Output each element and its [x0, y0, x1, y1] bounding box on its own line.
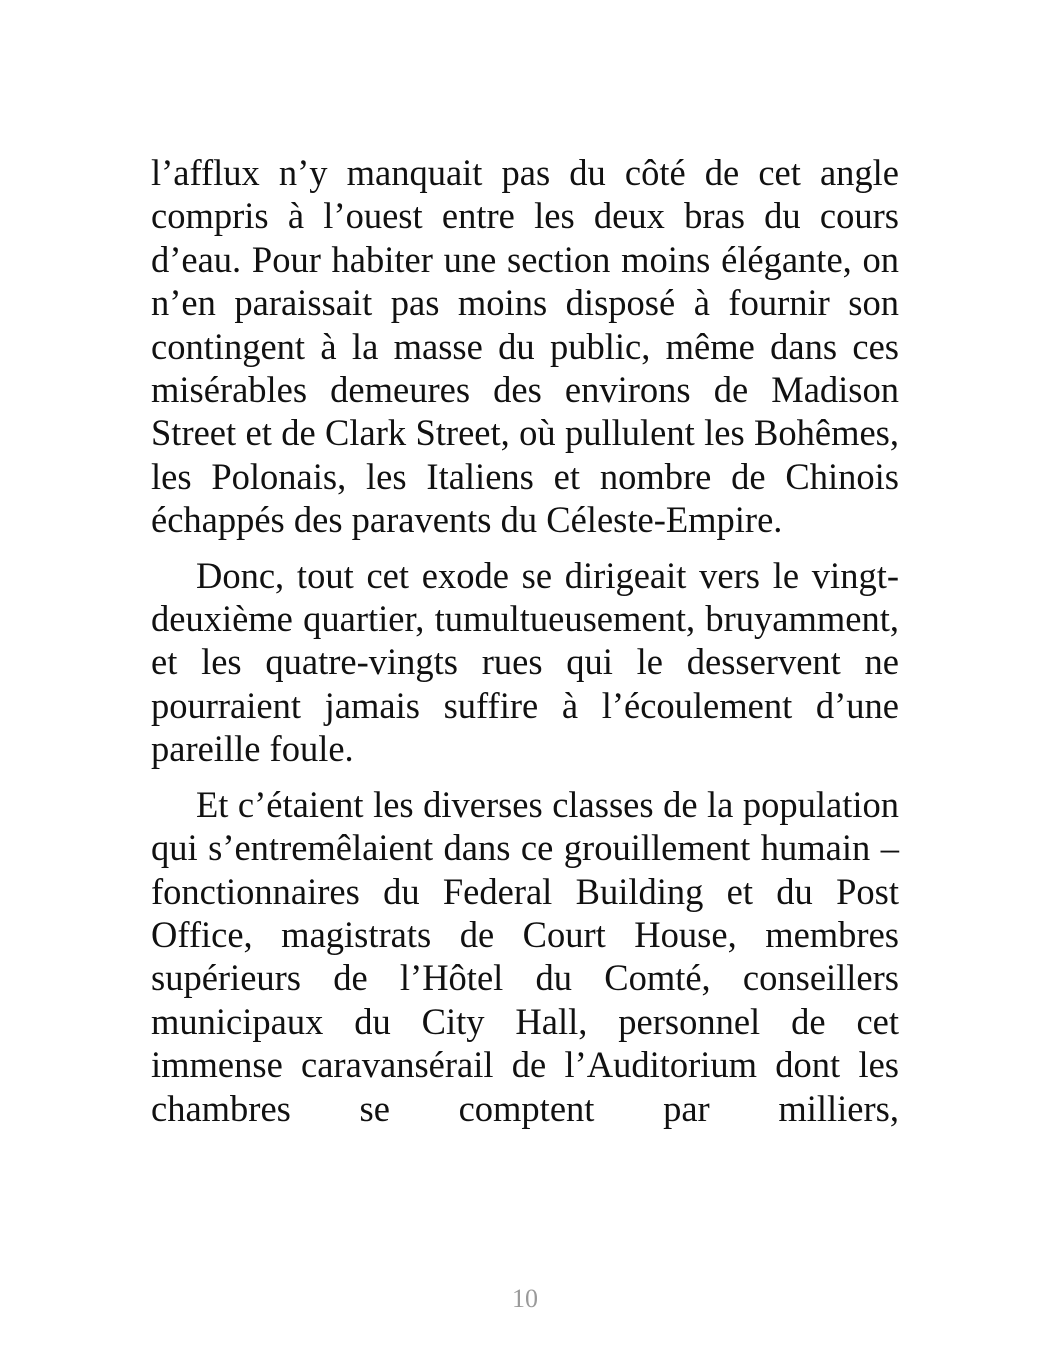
paragraph-1: l’afflux n’y manquait pas du côté de cet angle compris à l’ouest entre les deux bras du cours d’eau. Pour habiter une section moins élégante, on n’en paraissait pas moins disposé à fournir son contingent à la masse du public, même dans ces misérables demeures des environs de Madison Street et de Clark Street, où pullulent les Bohêmes, les Polonais, les Italiens et nombre de Chinois échappés des paravents du Céleste-Empire. — [151, 152, 899, 541]
page-number: 10 — [512, 1284, 538, 1313]
paragraph-3: Et c’étaient les diverses classes de la population qui s’entremêlaient dans ce grouillement humain – fonctionnaires du Federal Building et du Post Office, magistrats de Court House, membres supérieurs de l’Hôtel du Comté, conseillers municipaux du City Hall, personnel de cet immense caravansérail de l’Auditorium dont les chambres se comptent par milliers, — [151, 783, 899, 1129]
paragraph-2: Donc, tout cet exode se dirigeait vers le vingt-deuxième quartier, tumultueusement, bruyamment, et les quatre-vingts rues qui le desservent ne pourraient jamais suffire à l’écoulement d’une pareille foule. — [151, 554, 899, 770]
body-text — [151, 151, 899, 1130]
